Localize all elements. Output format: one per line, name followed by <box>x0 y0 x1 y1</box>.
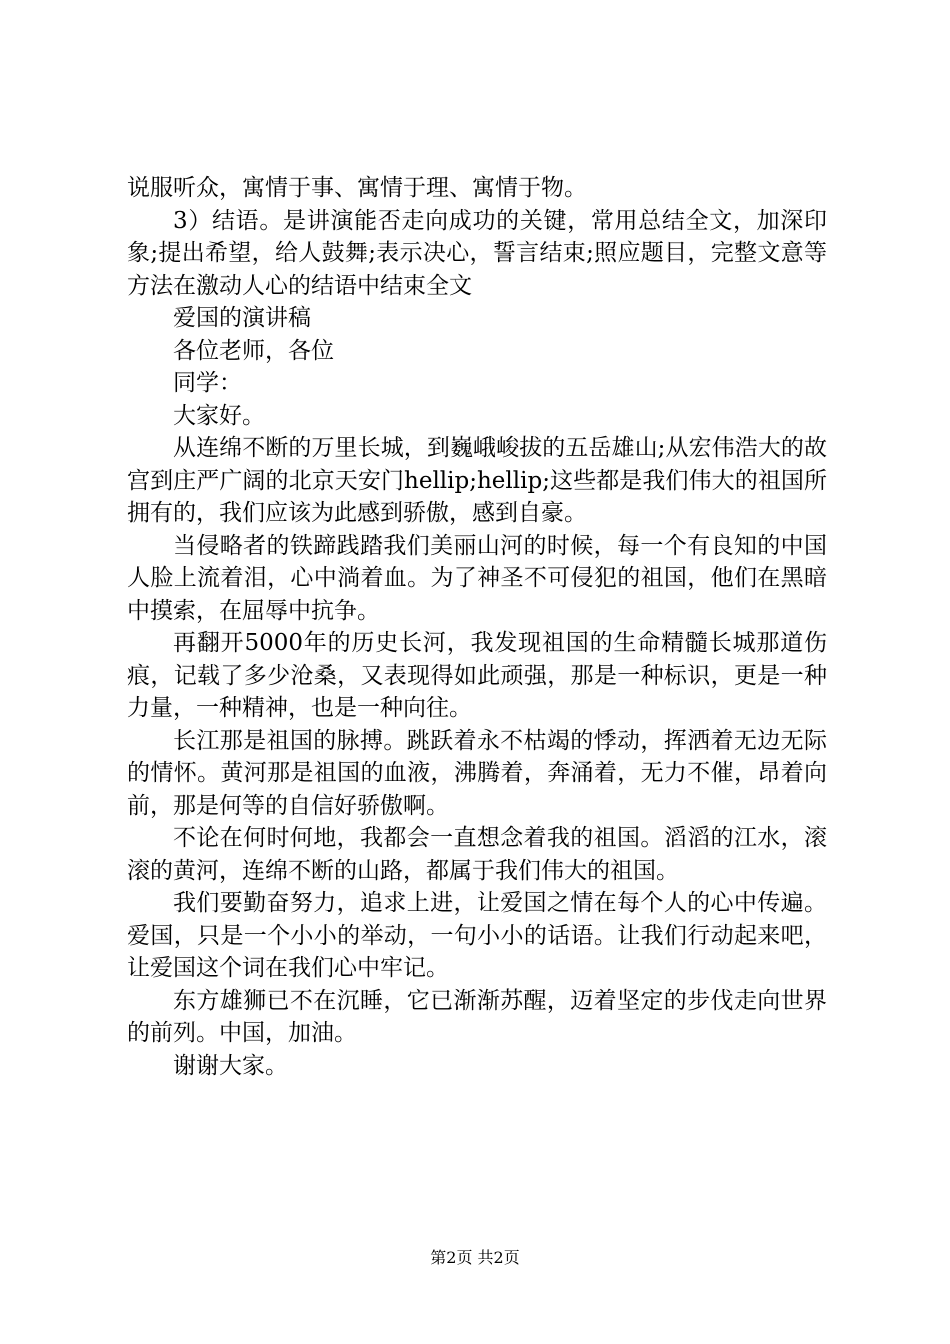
page-number-footer: 第2页 共2页 <box>430 1248 520 1267</box>
paragraph-landmarks: 从连绵不断的万里长城，到巍峨峻拔的五岳雄山;从宏伟浩大的故宫到庄严广阔的北京天安门hellip;hellip;这些都是我们伟大的祖国所拥有的，我们应该为此感到骄傲，感到自豪。 <box>127 435 827 526</box>
salutation-line-2: 同学： <box>173 370 242 396</box>
closing-thanks: 谢谢大家。 <box>173 1052 288 1079</box>
speech-title: 爱国的演讲稿 <box>173 305 311 331</box>
salutation-line-1: 各位老师，各位 <box>173 337 334 364</box>
greeting: 大家好。 <box>173 402 265 429</box>
paragraph-history: 再翻开5000年的历史长河，我发现祖国的生命精髓长城那道伤痕，记载了多少沧桑，又表现得如此顽强，那是一种标识，更是一种力量，一种精神，也是一种向往。 <box>127 630 827 721</box>
paragraph-invasion: 当侵略者的铁蹄践踏我们美丽山河的时候，每一个有良知的中国人脸上流着泪，心中淌着血。为了神圣不可侵犯的祖国，他们在黑暗中摸索，在屈辱中抗争。 <box>127 532 827 624</box>
paragraph-missing-homeland: 不论在何时何地，我都会一直想念着我的祖国。滔滔的江水，滚滚的黄河，连绵不断的山路，都属于我们伟大的祖国。 <box>127 825 827 884</box>
paragraph-eastern-lion: 东方雄狮已不在沉睡，它已渐渐苏醒，迈着坚定的步伐走向世界的前列。中国，加油。 <box>127 987 827 1046</box>
paragraph-call-to-action: 我们要勤奋努力，追求上进，让爱国之情在每个人的心中传遍。爱国，只是一个小小的举动，一句小小的话语。让我们行动起来吧，让爱国这个词在我们心中牢记。 <box>127 890 827 981</box>
paragraph-continuation: 说服听众，寓情于事、寓情于理、寓情于物。 <box>127 175 587 201</box>
paragraph-rivers: 长江那是祖国的脉搏。跳跃着永不枯竭的悸动，挥洒着无边无际的情怀。黄河那是祖国的血液，沸腾着，奔涌着，无力不催，昂着向前，那是何等的自信好骄傲啊。 <box>127 727 827 819</box>
document-body <box>127 172 827 1082</box>
paragraph-conclusion-tip: 3）结语。是讲演能否走向成功的关键，常用总结全文，加深印象;提出希望，给人鼓舞;表示决心，誓言结束;照应题目，完整文意等方法在激动人心的结语中结束全文 <box>127 207 827 299</box>
